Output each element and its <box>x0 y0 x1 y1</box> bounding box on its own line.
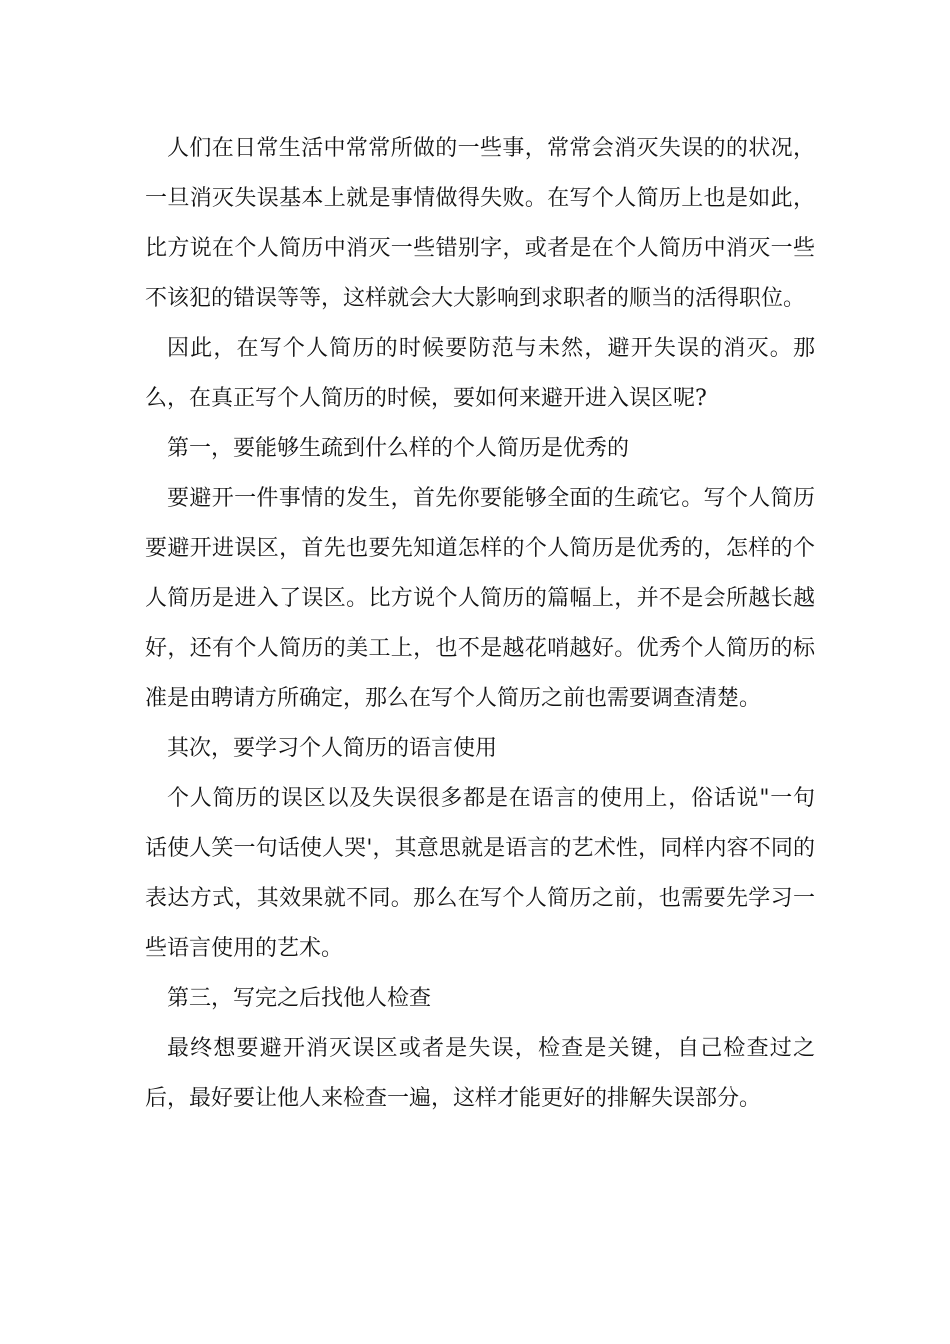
paragraph-question: 因此，在写个人简历的时候要防范与未然，避开失误的消灭。那么，在真正写个人简历的时候，要如何来避开进入误区呢? <box>145 336 815 411</box>
paragraph-second: 个人简历的误区以及失误很多都是在语言的使用上，俗话说"一句话使人笑一句话使人哭'，其意思就是语言的艺术性，同样内容不同的表达方式，其效果就不同。那么在写个人简历之前，也需要先学习一些语言使用的艺术。 <box>145 786 815 961</box>
section-heading-third: 第三，写完之后找他人检查 <box>167 986 432 1011</box>
paragraph-first: 要避开一件事情的发生，首先你要能够全面的生疏它。写个人简历要避开进误区，首先也要先知道怎样的个人简历是优秀的，怎样的个人简历是进入了误区。比方说个人简历的篇幅上，并不是会所越长越好，还有个人简历的美工上，也不是越花哨越好。优秀个人简历的标准是由聘请方所确定，那么在写个人简历之前也需要调查清楚。 <box>145 486 815 711</box>
document-body <box>145 124 815 1124</box>
paragraph-intro: 人们在日常生活中常常所做的一些事，常常会消灭失误的的状况， 一旦消灭失误基本上就是事情做得失败。在写个人简历上也是如此，比方说在个人简历中消灭一些错别字，或者是在个人简历中消灭一些不该犯的错误等等，这样就会大大影响到求职者的顺当的活得职位。 <box>145 136 815 311</box>
section-heading-second: 其次，要学习个人简历的语言使用 <box>167 736 498 761</box>
section-heading-first: 第一，要能够生疏到什么样的个人简历是优秀的 <box>167 436 630 461</box>
paragraph-third: 最终想要避开消灭误区或者是失误，检查是关键，自己检查过之后，最好要让他人来检查一遍，这样才能更好的排解失误部分。 <box>145 1036 815 1111</box>
